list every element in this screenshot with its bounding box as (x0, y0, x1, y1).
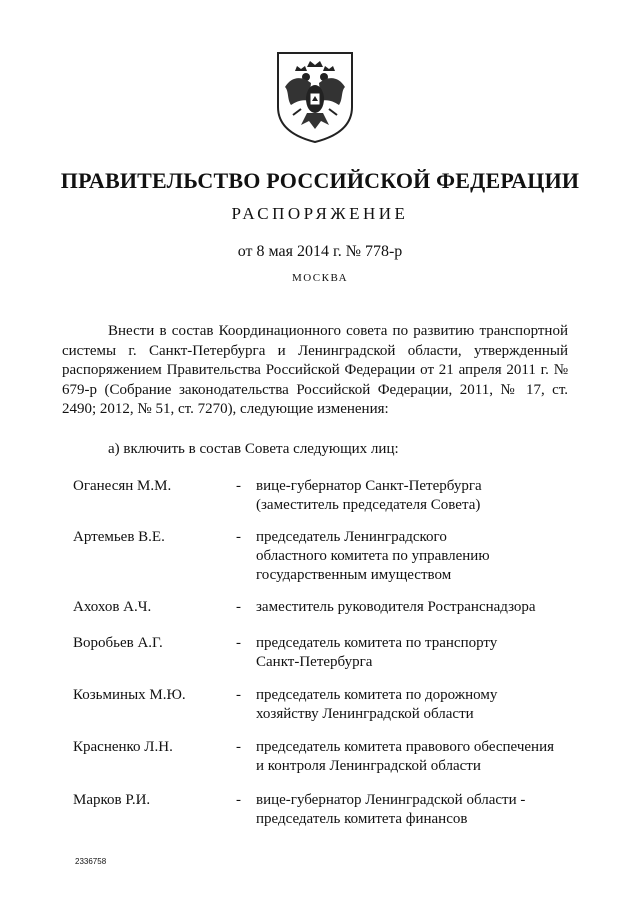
member-role (256, 686, 586, 724)
member-dash: - (236, 529, 241, 545)
member-dash: - (236, 478, 241, 494)
member-name: Воробьев А.Г. (73, 635, 163, 651)
document-date-number: от 8 мая 2014 г. № 778-р (237, 243, 403, 260)
member-name: Ахохов А.Ч. (73, 599, 152, 615)
member-role-line: председатель комитета по транспорту (256, 635, 498, 651)
member-role (256, 477, 586, 515)
member-role-line: (заместитель председателя Совета) (256, 497, 481, 513)
member-name: Козьминых М.Ю. (73, 687, 186, 703)
member-role-line: заместитель руководителя Ространснадзора (256, 599, 536, 615)
member-dash: - (236, 635, 241, 651)
member-name: Марков Р.И. (73, 792, 151, 808)
member-name: Оганесян М.М. (73, 478, 172, 494)
member-role-line: председатель комитета по дорожному (256, 687, 498, 703)
member-role-line: председатель комитета правового обеспечения (256, 739, 554, 755)
member-role (256, 528, 586, 585)
member-dash: - (236, 792, 241, 808)
member-role-line: председатель Ленинградского (256, 529, 447, 545)
member-role (256, 791, 586, 829)
main-paragraph: Внести в состав Координационного совета по развитию транспортной системы г. Санкт-Петербурга и Ленинградской области, утвержденный распоряжением Правительства Российской Федерации от 21 апреля 2011 г. № 679-р (Собрание законодательства Российской Федерации, 2011, № 17, ст. 2490; 2012, № 51, ст. 7270), следующие изменения: (62, 323, 568, 418)
member-dash: - (236, 687, 241, 703)
document-city: МОСКВА (291, 272, 349, 284)
member-role-line: областного комитета по управлению (256, 548, 490, 564)
member-role-line: Санкт-Петербурга (256, 654, 373, 670)
member-role (256, 634, 586, 672)
member-role-line: государственным имуществом (256, 567, 452, 583)
member-name: Артемьев В.Е. (73, 529, 165, 545)
government-title: ПРАВИТЕЛЬСТВО РОССИЙСКОЙ ФЕДЕРАЦИИ (60, 168, 580, 193)
member-role (256, 738, 586, 776)
member-role-line: вице-губернатор Санкт-Петербурга (256, 478, 482, 494)
subitem-a: а) включить в состав Совета следующих лиц: (108, 441, 399, 457)
member-dash: - (236, 739, 241, 755)
document-id: 2336758 (75, 857, 107, 866)
member-role-line: хозяйству Ленинградской области (256, 706, 474, 722)
member-role-line: вице-губернатор Ленинградской области - (256, 792, 526, 808)
member-name: Красненко Л.Н. (73, 739, 173, 755)
document-type: РАСПОРЯЖЕНИЕ (231, 204, 409, 223)
member-role-line: и контроля Ленинградской области (256, 758, 481, 774)
member-dash: - (236, 599, 241, 615)
member-role (256, 598, 586, 617)
member-role-line: председатель комитета финансов (256, 811, 468, 827)
